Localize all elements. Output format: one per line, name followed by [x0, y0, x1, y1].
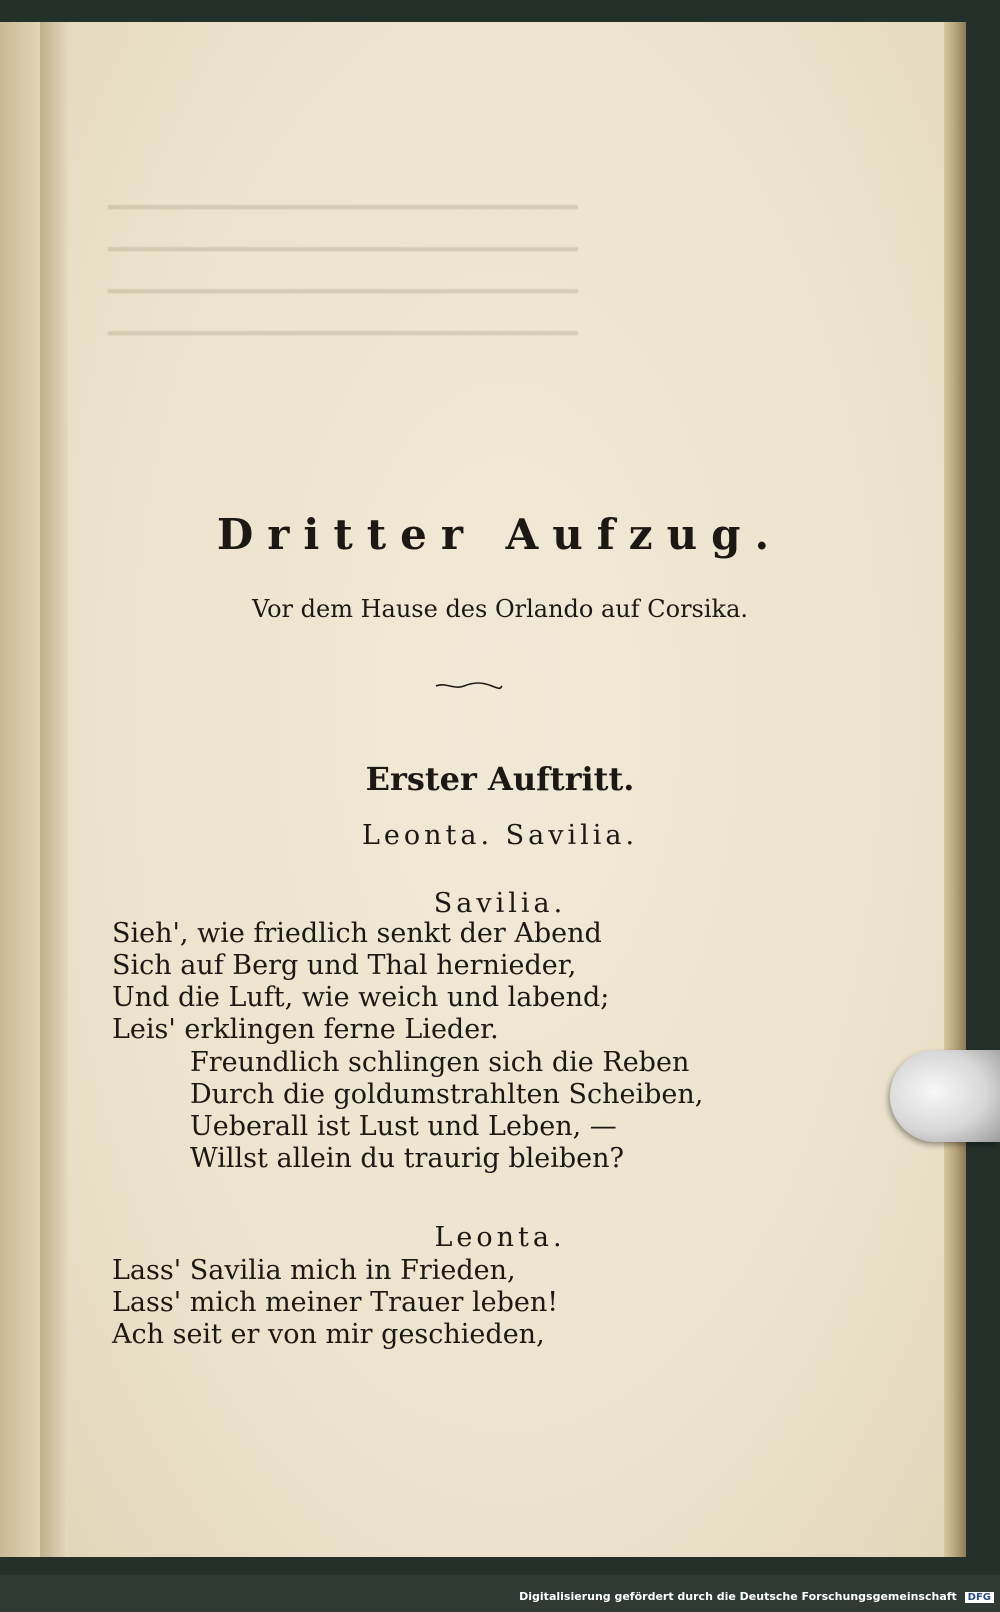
- verse-line: Ach seit er von mir geschieden,: [112, 1319, 545, 1350]
- verse-line: Durch die goldumstrahlten Scheiben,: [190, 1079, 704, 1110]
- verse-block: [112, 1255, 558, 1351]
- verse-line: Ueberall ist Lust und Leben, —: [190, 1111, 617, 1142]
- verse-line: Sich auf Berg und Thal hernieder,: [112, 950, 577, 981]
- verse-line: Lass' Savilia mich in Frieden,: [112, 1255, 516, 1286]
- verse-line: Leis' erklingen ferne Lieder.: [112, 1014, 499, 1045]
- speaker-name: Savilia.: [433, 888, 567, 919]
- footer-text: Digitalisierung gefördert durch die Deutsche Forschungsgemeinschaft: [519, 1590, 957, 1603]
- verse-line: Willst allein du traurig bleiben?: [190, 1143, 624, 1174]
- verse-line: Freundlich schlingen sich die Reben: [190, 1047, 690, 1078]
- verse-block-indented: [190, 1047, 703, 1175]
- verse-line: Lass' mich meiner Trauer leben!: [112, 1287, 559, 1318]
- setting-line: Vor dem Hause des Orlando auf Corsika.: [251, 595, 749, 623]
- act-title: Dritter Aufzug.: [216, 510, 784, 559]
- verse-line: Und die Luft, wie weich und labend;: [112, 982, 610, 1013]
- ornamental-divider: [434, 682, 504, 690]
- page-clip: [890, 1050, 1000, 1142]
- dfg-logo: DFG: [965, 1592, 994, 1603]
- speaker-name: Leonta.: [434, 1222, 566, 1253]
- verse-line: Sieh', wie friedlich senkt der Abend: [112, 918, 602, 949]
- verse-block: [112, 918, 609, 1046]
- character-list: Leonta. Savilia.: [361, 820, 639, 851]
- show-through-text: ━━━━━━━━━━━━━━━━━━━━━━━━━━━━━━ ━━━━━━━━━━━━━━━━━━━━━━━━━━━━━━ ━━━━━━━━━━━━━━━━━━━━━━━━━━━━━━ ━━━━━━━━━━━━━━━━━━━━━━━━━━━━━━: [108, 193, 578, 349]
- scene-title: Erster Auftritt.: [365, 760, 635, 798]
- footer-credit: [519, 1590, 994, 1603]
